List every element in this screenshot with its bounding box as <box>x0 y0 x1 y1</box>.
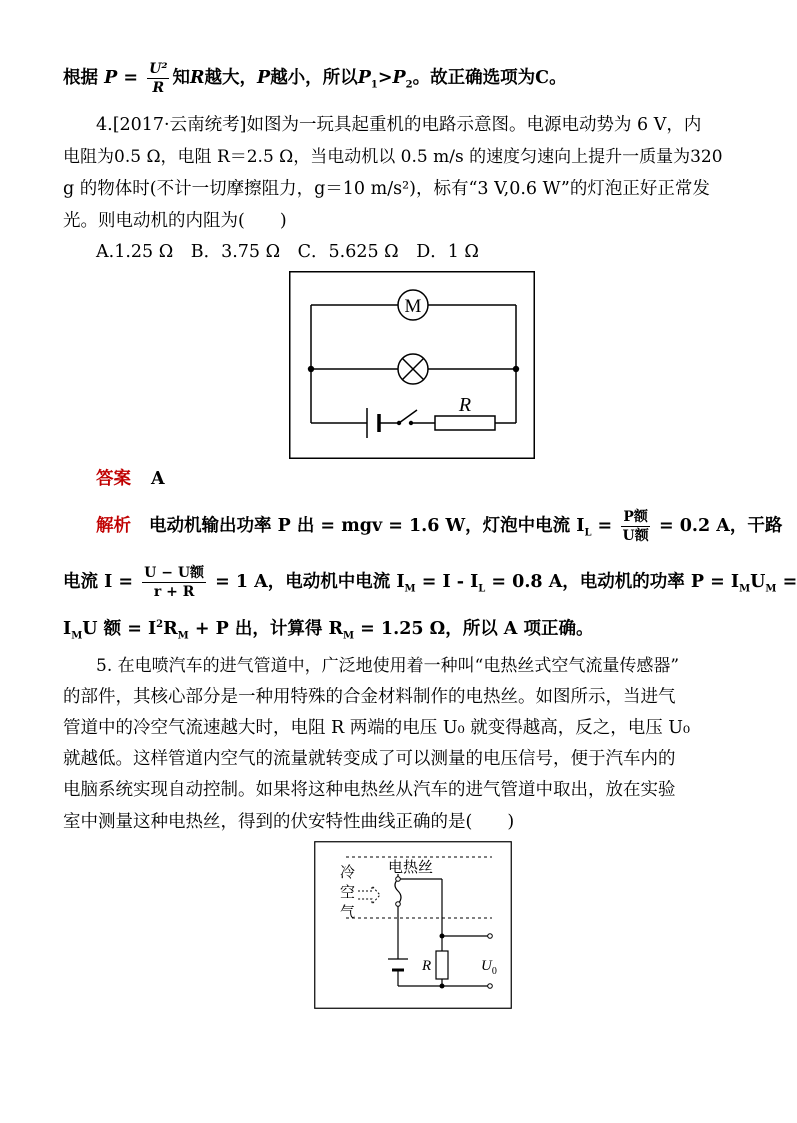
label-cold-3: 气 <box>340 905 356 921</box>
text-genju: 根据 <box>63 68 98 88</box>
analysis-tail-2e: = <box>776 572 797 592</box>
sub-m2: M <box>739 583 751 595</box>
motor-icon <box>398 290 428 320</box>
junction-left <box>308 366 314 372</box>
sub-l: L <box>584 527 592 539</box>
analysis-tail-1: = 0.2 A，干路 <box>652 516 783 536</box>
sub-l2: L <box>478 583 486 595</box>
q5-line-1: 5. 在电喷汽车的进气管道中，广泛地使用着一种叫“电热丝式空气流量传感器” <box>96 656 680 676</box>
q4-line-3: g 的物体时(不计一切摩擦阻力，g＝10 m/s²)，标有“3 V,0.6 W”的灯泡正好正常发 <box>63 179 710 199</box>
analysis-tail-2c: = 0.8 A，电动机的功率 P = I <box>485 572 740 592</box>
answer-row <box>96 471 165 489</box>
junction-right <box>513 366 519 372</box>
sub-m5: M <box>177 630 189 642</box>
eq-1: = <box>591 516 619 536</box>
analysis-line-2 <box>63 566 797 599</box>
analysis-3b: U 额 = I <box>82 618 157 639</box>
fraction-u2-r <box>147 62 169 95</box>
circuit-diagram-hotwire <box>314 841 512 1009</box>
analysis-label: 解析 <box>96 516 131 536</box>
sup-2: 2 <box>156 619 164 630</box>
q4-options: A.1.25 Ω B．3.75 Ω C．5.625 Ω D．1 Ω <box>96 242 479 262</box>
var-p2: P <box>257 68 271 88</box>
analysis-tail-2b: = I - I <box>415 572 479 592</box>
analysis-3d: + P 出，计算得 R <box>188 618 343 639</box>
label-cold-2: 空 <box>340 885 356 901</box>
q5-line-4: 就越低。这样管道内空气的流量就转变成了可以测量的电压信号，便于汽车内的 <box>63 749 676 769</box>
frac-num-2: U − U额 <box>144 565 205 581</box>
top-line <box>63 62 567 95</box>
answer-label: 答案 <box>96 469 131 489</box>
resistor-icon-2 <box>436 951 448 979</box>
var-p: P <box>104 68 118 88</box>
fraction-p-u <box>621 510 650 543</box>
text-guzhengque: 。故正确选项为 <box>412 68 536 88</box>
motor-label: M <box>404 296 422 317</box>
text-yuexiao: 越小，所以 <box>270 68 358 88</box>
circuit-diagram-motor <box>289 271 535 459</box>
var-p2b: P <box>392 68 406 88</box>
sub-m3: M <box>765 583 777 595</box>
var-r: R <box>189 68 205 88</box>
label-r: R <box>422 958 432 974</box>
q5-line-5: 电脑系统实现自动控制。如果将这种电热丝从汽车的进气管道中取出，放在实验 <box>63 780 676 800</box>
label-hot-wire: 电热丝 <box>388 860 434 876</box>
frac-num: U² <box>149 61 168 77</box>
label-cold-1: 冷 <box>340 865 356 881</box>
analysis-3c: R <box>163 618 178 639</box>
frac-den: R <box>152 80 165 96</box>
period: 。 <box>549 68 567 88</box>
analysis-3e: = 1.25 Ω，所以 A 项正确。 <box>354 618 594 639</box>
analysis-pre-2: 电流 I = <box>63 572 140 592</box>
q4-line-2: 电阻为0.5 Ω，电阻 R＝2.5 Ω，当电动机以 0.5 m/s 的速度匀速向上提升一质量为320 <box>63 147 723 167</box>
lamp-icon <box>398 354 428 384</box>
resistor-label: R <box>458 394 472 416</box>
q4-line-4: 光。则电动机的内阻为( ) <box>63 211 287 231</box>
sub-2: 2 <box>405 79 413 91</box>
analysis-line-1 <box>96 510 782 543</box>
label-u0: $U_0$ <box>481 958 497 977</box>
answer-value: A <box>151 469 165 489</box>
q5-line-2: 的部件，其核心部分是一种用特殊的合金材料制作的电热丝。如图所示，当进气 <box>63 687 676 707</box>
analysis-tail-2d: U <box>750 572 766 592</box>
text-zhi: 知 <box>172 68 190 88</box>
eq-sign: = <box>117 68 145 88</box>
frac-num-p: P额 <box>623 509 648 525</box>
text-yueda: 越大， <box>204 68 258 88</box>
var-p1: P <box>357 68 371 88</box>
frac-den-2: r + R <box>153 584 195 600</box>
fraction-current <box>142 566 206 599</box>
frac-den-u: U额 <box>622 528 649 544</box>
analysis-line-3 <box>63 620 593 641</box>
analysis-tail-2: = 1 A，电动机中电流 I <box>209 572 405 592</box>
sub-m6: M <box>343 630 355 642</box>
q4-line-1: 4.[2017·云南统考]如图为一玩具起重机的电路示意图。电源电动势为 6 V，内 <box>96 115 702 135</box>
analysis-3a: I <box>63 618 72 639</box>
gt-sign: > <box>377 68 393 88</box>
sub-1: 1 <box>370 79 378 91</box>
sub-m4: M <box>71 630 83 642</box>
answer-c: C <box>535 68 550 88</box>
q5-line-3: 管道中的冷空气流速越大时，电阻 R 两端的电压 U₀ 就变得越高，反之，电压 U₀ <box>63 718 691 738</box>
q5-line-6: 室中测量这种电热丝，得到的伏安特性曲线正确的是( ) <box>63 812 515 832</box>
analysis-text-1: 电动机输出功率 P 出 = mgv = 1.6 W，灯泡中电流 I <box>149 516 585 536</box>
sub-m: M <box>404 583 416 595</box>
